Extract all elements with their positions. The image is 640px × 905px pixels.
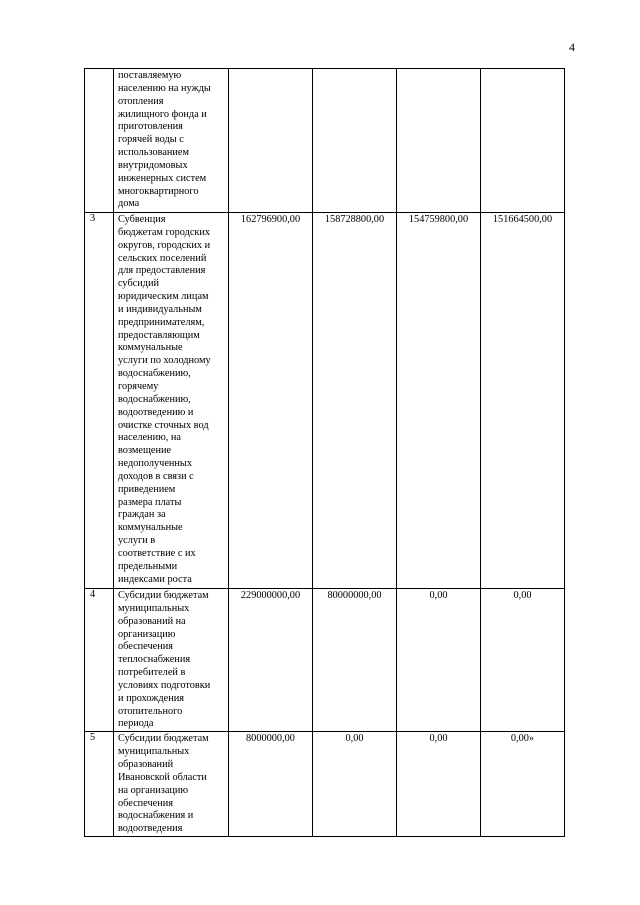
value-cell-year-4: 0,00 (481, 589, 565, 732)
name-line: потребителей в (118, 667, 186, 679)
value-cell-year-1: 8000000,00 (229, 732, 313, 837)
name-line: юридическим лицам (118, 291, 209, 303)
value-cell-year-2 (313, 69, 397, 213)
name-line: Ивановской области (118, 771, 207, 783)
name-line: дома (118, 198, 140, 210)
name-line: соответствие с их (118, 547, 196, 559)
name-line: внутридомовых (118, 159, 188, 171)
name-line: Субсидии бюджетам (118, 733, 209, 745)
name-line: инженерных систем (118, 172, 207, 184)
name-line: поставляемую (118, 70, 182, 81)
name-line: Субвенция (118, 214, 166, 225)
value-cell-year-3 (397, 69, 481, 213)
value-cell-year-1 (229, 69, 313, 213)
name-line: отопления (118, 95, 164, 107)
name-line: использованием (118, 147, 189, 159)
name-line: населению, на (118, 432, 181, 444)
name-line: многоквартирного (118, 185, 199, 197)
name-line: индексами роста (118, 573, 192, 585)
name-line: жилищного фонда и (118, 108, 207, 120)
name-line: образований на (118, 615, 186, 627)
name-line: предоставляющим (118, 329, 200, 341)
name-line: Субсидии бюджетам (118, 590, 209, 601)
page-number: 4 (569, 40, 575, 54)
name-line: горячему (118, 380, 159, 392)
name-line: периода (118, 718, 154, 730)
name-line: отопительного (118, 705, 183, 717)
name-line: приведением (118, 483, 176, 495)
name-line: образований (118, 758, 174, 770)
row-name-cell (114, 732, 229, 837)
value-cell-year-3: 0,00 (397, 732, 481, 837)
value-cell-year-1: 229000000,00 (229, 589, 313, 732)
name-line: доходов в связи с (118, 470, 194, 482)
name-line: недополученных (118, 458, 192, 470)
table-row (85, 213, 565, 589)
name-line: сельских поселений (118, 252, 207, 264)
table-body (85, 69, 565, 837)
name-line: размера платы (118, 496, 182, 508)
row-number-cell (85, 69, 114, 213)
value-cell-year-4: 151664500,00 (481, 213, 565, 589)
row-name-cell (114, 213, 229, 589)
value-cell-year-2: 0,00 (313, 732, 397, 837)
table-row (85, 589, 565, 732)
name-line: и индивидуальным (118, 303, 202, 315)
name-line: коммунальные (118, 522, 183, 534)
row-name-cell (114, 589, 229, 732)
name-line: водоснабжения и (118, 810, 194, 822)
name-line: для предоставления (118, 265, 206, 277)
row-number-cell: 3 (85, 213, 114, 589)
value-cell-year-3: 0,00 (397, 589, 481, 732)
value-cell-year-4 (481, 69, 565, 213)
name-line: услуги в (118, 535, 156, 547)
name-line: предельными (118, 560, 178, 572)
row-number-cell: 5 (85, 732, 114, 837)
table-row (85, 69, 565, 213)
name-line: обеспечения (118, 797, 173, 809)
name-line: коммунальные (118, 342, 183, 354)
name-line: организацию (118, 628, 176, 640)
value-cell-year-3: 154759800,00 (397, 213, 481, 589)
value-cell-year-4: 0,00» (481, 732, 565, 837)
name-line: и прохождения (118, 692, 184, 704)
name-line: водоснабжению, (118, 393, 191, 405)
name-line: возмещение (118, 445, 172, 457)
name-line: приготовления (118, 121, 183, 133)
name-line: водоснабжению, (118, 368, 191, 380)
name-line: муниципальных (118, 602, 190, 614)
name-line: муниципальных (118, 746, 190, 758)
value-cell-year-2: 80000000,00 (313, 589, 397, 732)
budget-table (84, 68, 565, 837)
value-cell-year-1: 162796900,00 (229, 213, 313, 589)
name-line: предпринимателям, (118, 316, 205, 328)
name-line: водоотведению и (118, 406, 194, 418)
name-line: обеспечения (118, 641, 173, 653)
name-line: бюджетам городских (118, 226, 211, 238)
name-line: округов, городских и (118, 239, 211, 251)
name-line: субсидий (118, 278, 160, 290)
name-line: очистке сточных вод (118, 419, 209, 431)
name-line: теплоснабжения (118, 654, 191, 666)
row-number-cell: 4 (85, 589, 114, 732)
row-name-cell (114, 69, 229, 213)
name-line: граждан за (118, 509, 166, 521)
name-line: условиях подготовки (118, 679, 211, 691)
value-cell-year-2: 158728800,00 (313, 213, 397, 589)
name-line: горячей воды с (118, 134, 184, 146)
table-row (85, 732, 565, 837)
name-line: на организацию (118, 784, 189, 796)
name-line: услуги по холодному (118, 355, 211, 367)
name-line: населению на нужды (118, 82, 211, 94)
name-line: водоотведения (118, 823, 183, 835)
